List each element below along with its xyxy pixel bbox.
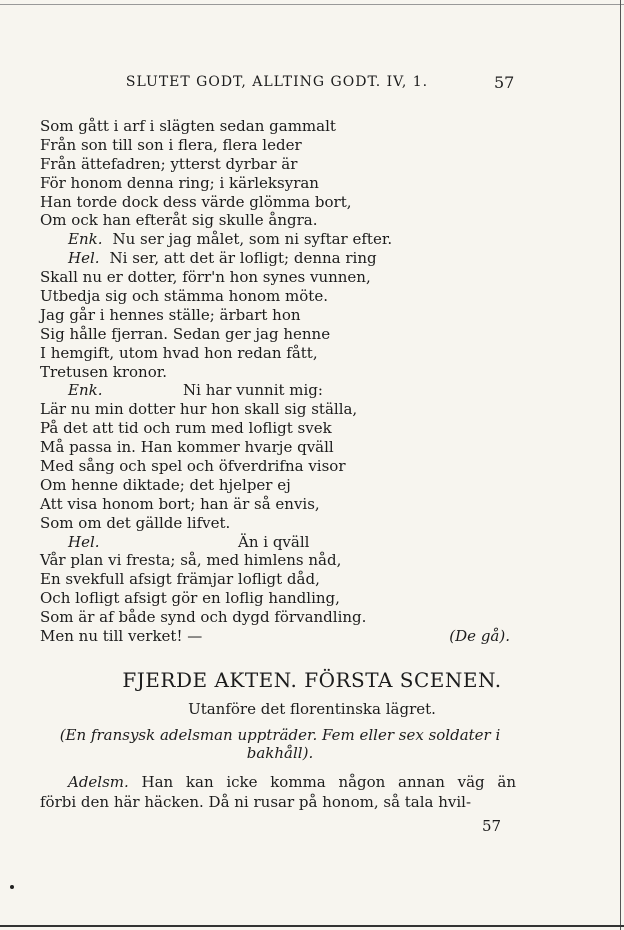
verse-text: Från son till son i flera, flera leder: [40, 135, 302, 154]
speaker-name: Enk.: [68, 230, 103, 249]
verse-line: [40, 476, 520, 495]
margin-mark: [10, 885, 14, 889]
verse-line: [40, 551, 520, 570]
verse-line: [40, 230, 520, 249]
prose-speaker: Adelsm.: [68, 773, 129, 791]
verse-line: [40, 211, 520, 230]
verse-line: [40, 608, 520, 627]
verse-text: Han torde dock dess värde glömma bort,: [40, 192, 352, 211]
verse-text: Och lofligt afsigt gör en loflig handling,: [40, 589, 340, 608]
prose-text-1: Han kan icke komma någon annan väg än: [141, 773, 516, 791]
verse-text: Än i qväll: [238, 532, 310, 551]
verse-text: Utbedja sig och stämma honom möte.: [40, 287, 328, 306]
speaker-name: Hel.: [68, 532, 100, 551]
verse-line: [40, 533, 520, 552]
verse-text: Må passa in. Han kommer hvarje qväll: [40, 438, 334, 457]
verse-text: På det att tid och rum med lofligt svek: [40, 419, 332, 438]
verse-text: För honom denna ring; i kärleksyran: [40, 173, 319, 192]
scene-setting: Utanföre det florentinska lägret.: [188, 700, 436, 718]
verse-line: [40, 589, 520, 608]
verse-line: [40, 363, 520, 382]
verse-text: Om henne diktade; det hjelper ej: [40, 475, 291, 494]
verse-line: [40, 155, 520, 174]
verse-text: Som är af både synd och dygd förvandling.: [40, 608, 367, 627]
verse-line: [40, 193, 520, 212]
prose-line-1: [40, 772, 516, 792]
prose-line-2: förbi den här häcken. Då ni rusar på honom, så tala hvil-: [40, 793, 472, 811]
speaker-name: Enk.: [68, 381, 103, 400]
exit-stage-direction: (De gå).: [449, 627, 510, 646]
verse-line: [40, 287, 520, 306]
verse-text: Skall nu er dotter, förr'n hon synes vunnen,: [40, 268, 371, 287]
verse-line: [40, 306, 520, 325]
verse-text: Sig hålle fjerran. Sedan ger jag henne: [40, 324, 331, 343]
verse-text: Ni ser, att det är lofligt; denna ring: [109, 249, 377, 268]
verse-line: [40, 514, 520, 533]
verse-text: Lär nu min dotter hur hon skall sig ställa,: [40, 400, 358, 419]
verse-text: Som om det gällde lifvet.: [40, 513, 231, 532]
right-edge-rule: [620, 0, 621, 930]
verse-text: Ni har vunnit mig:: [183, 381, 323, 400]
top-edge-rule: [0, 4, 624, 5]
page-number: 57: [494, 73, 515, 92]
verse-text: Att visa honom bort; han är så envis,: [40, 494, 320, 513]
verse-line: [40, 438, 520, 457]
verse-text: Med sång och spel och öfverdrifna visor: [40, 457, 346, 476]
verse-line: [40, 249, 520, 268]
running-header: SLUTET GODT, ALLTING GODT. IV, 1.: [125, 74, 429, 90]
verse-line: [40, 457, 520, 476]
verse-text: Vår plan vi fresta; så, med himlens nåd,: [40, 551, 342, 570]
verse-line: [40, 627, 520, 646]
verse-text: I hemgift, utom hvad hon redan fått,: [40, 343, 318, 362]
verse-text: Tretusen kronor.: [40, 362, 168, 381]
verse-line: [40, 381, 520, 400]
act-title: FJERDE AKTEN. FÖRSTA SCENEN.: [122, 668, 502, 692]
verse-line: [40, 344, 520, 363]
signature-number: 57: [482, 817, 502, 835]
stage-direction: (En fransysk adelsman uppträder. Fem eller sex soldater i bakhåll).: [59, 726, 501, 762]
verse-line: [40, 495, 520, 514]
verse-text: Nu ser jag målet, som ni syftar efter.: [112, 230, 393, 249]
verse-text: Från ättefadren; ytterst dyrbar är: [40, 154, 298, 173]
verse-line: [40, 136, 520, 155]
verse-line: [40, 400, 520, 419]
verse-text: Som gått i arf i slägten sedan gammalt: [40, 117, 336, 135]
verse-line: [40, 268, 520, 287]
verse-text: Jag går i hennes ställe; ärbart hon: [40, 305, 301, 324]
verse-text: En svekfull afsigt främjar lofligt dåd,: [40, 570, 320, 589]
prose-block: [40, 772, 516, 812]
verse-line: [40, 117, 520, 136]
verse-text: Om ock han efteråt sig skulle ångra.: [40, 211, 318, 230]
verse-text: Men nu till verket! —: [40, 627, 203, 646]
verse-line: [40, 174, 520, 193]
speaker-name: Hel.: [68, 249, 100, 268]
verse-line: [40, 570, 520, 589]
verse-line: [40, 325, 520, 344]
bottom-edge-rule: [0, 925, 624, 927]
verse-block: [40, 117, 520, 646]
verse-line: [40, 419, 520, 438]
